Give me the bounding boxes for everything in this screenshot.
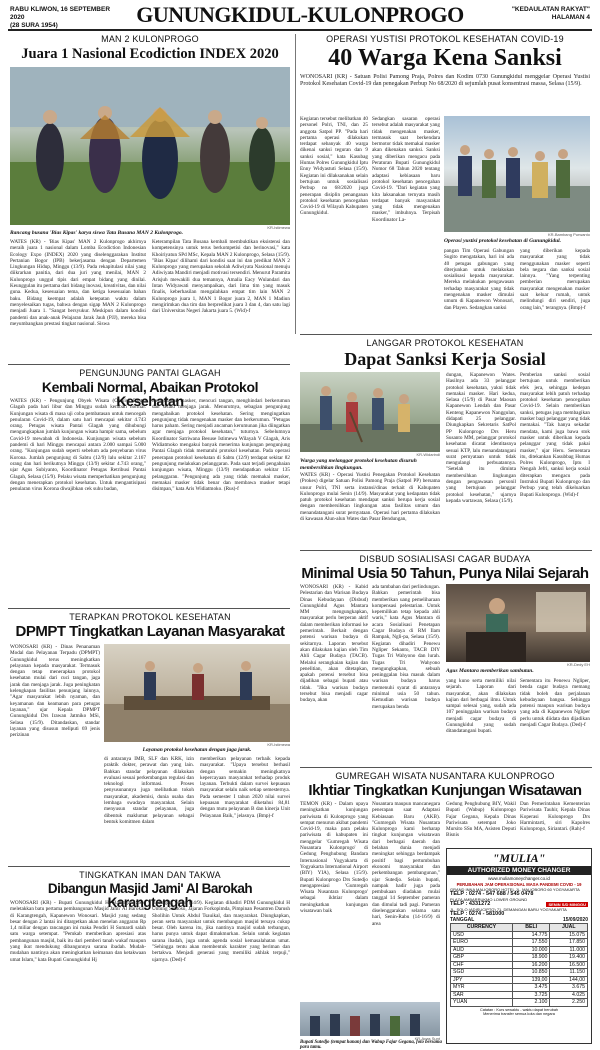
rate-sell: 15.075 xyxy=(550,931,588,939)
rate-table-row xyxy=(451,976,588,984)
rate-currency: MYR xyxy=(451,984,513,992)
rate-table-row xyxy=(451,939,588,947)
header-sell: JUAL xyxy=(550,924,588,932)
ad-date-value: 15/09/2020 xyxy=(562,917,588,923)
rate-buy: 10.850 xyxy=(512,969,550,977)
article5-photo-credit: KR-Istimewa xyxy=(267,742,290,747)
exchange-rate-table xyxy=(450,923,588,1007)
article4-column-2: dungan, Kapanewon Wates. Hasilnya ada 33 pelanggar protokol kesehatan, yakni tidak memakai masker. Hari kedua, Selasa (15/9) di Pasar Maosan Kapanewon Lendah dan Pasar Kenteng Kapanewon Nanggulan, didapati 25 pelanggar. Diungkapkan Sekretaris SatPol PP Kulonprogo Drs Heru Susanto MM, pelanggar protokol kesehatan dicatat identitasnya sesuai KTP, lalu menandatangani surat pernyataan untuk tidak mengulangi perbuatannya. "Setelah itu diminta membersihkan lingkungan dengan pengawasan personil yang bertujuan pelanggar protokol kesehatan," ujarnya kepada wartawan, Selasa (15/9). xyxy=(446,372,516,504)
rate-currency: EURO xyxy=(451,939,513,947)
article6-column-4: Sementara itu Penewu Ngliper, benda cagar budaya memang tidak boleh dan perjalanan kebudayaan bangsa. Sehingga potensi maupun warisan budaya yang ada di Kapanewon Ngliper perlu untuk diidata dan dijadikan menjadi Cagar Budaya. (Ded)-f xyxy=(520,678,590,729)
article8-column-2: Badingah, Senin (14/9). Kegiatan dihadiri PDM Gunungkidul H Untung Santoso, Jajaran Forkopimda, Pimpinan Pesantren Darush Sholihin Untuk Abdul Tsauikal, dan masyarakat. Diungkapkan, peran serta masyarakat untuk membangun masjid tersaya cukup besar. Oleh karena itu, jika nantinya masjid sudah terbangun, harus punya untuk dapat dimakmurkan. Selain untuk kegiatan sarana ibadah, juga untuk agenda sosial kemasalahatan umat. "Sehingga tentu akan membentuk karakter yang beriman dan bertakwa. Menjadi generasi yang memiliki akhlak terpuji," ujarnya. (Ded)-f xyxy=(152,900,290,963)
header-buy: BELI xyxy=(512,924,550,932)
ad-footer: Catatan : Kurs sewaktu - waktu dapat berubah xyxy=(479,1007,559,1012)
article5-column-3: memberikan pelayanan terbaik kepada masyarakat. "Upaya tersebut berhasil dengan semakin meningkatnya kepercayaan masyarakat terhadap produk layanan. Terbukti dalam survei kepuasan masyarakat selalu naik setiap semesternya. Pada semester I tahun 2020 nilai survei kepuasan masyarakat diketahui 84,81 dengan mutu pelayanan B dan kinerja Unit Pelayanan Baik," jelasnya. (Bmp)-f xyxy=(200,756,290,819)
article5-column-1: WONOSARI (KR) - Dinas Penanaman Modal dan Pelayanan Terpadu (DPMPT) Gunungkidul terus meningkatkan pelayanan kepada masyarakat. Termasuk dengan tetap menerapkan protokol kesehatan mulai dari cuci tangan, jaga jarak dan menjaga jarak. Juga peningkatan kelengkapan fasilitas penunjang lainnya, "Agar masyarakat lebih nyaman, dan keyamanan dan keamanan para petugas layanan," ujar Kepala DPMPT Gunungkidul Drs Irawan Jatmiko MSi, Selasa (15/9). Ditandaskan, standar layanan yang disusun meliputi 69 jenis perizinan xyxy=(10,644,100,739)
ad-schedule-badge: SENIN S/D MINGGU xyxy=(548,902,586,907)
article2-column-1: Kegiatan tersebut melibatkan 40 personel Polri, TNI, dan 25 anggota Satpol PP. "Pada hari pertama operasi dilakukan terdapat sebanyak 40 warga dikenai sanksi teguran dan 9 sanksi sosial," kata Kasubag Humas Polres Gunungkidul Iptu Enny Widyastuti Selasa (15/9). Kegiatan ini dilaksanakan selain bertujuan untuk sosialisasi Perbup no 68/2020 juga penerapan disiplin penanganan protokol kesehatan pencegahan Covid-19 di Wilayah Kabupaten Gunungkidul. xyxy=(300,116,368,217)
article5-photo xyxy=(104,644,290,742)
rate-table-row xyxy=(451,999,588,1007)
article4-column-1: WATES (KR) - Operasi Yustisi Penegakan Protokol Kesehatan (Prokes) digelar Satuan Polisi Pamong Praja (Satpol PP) bersama unsur Polri, TNI serta instansi/dinas terkait di Kabupaten Kulonprogo mulai Senin (14/9). Masyarakat yang kedapatan tidak patuh protokol kesehatan mendapat sanksi berupa kerja sosial dengan membersihkan lingkungan atau fasilitas umum dan menandatangani surat pernyataan. Operasi hari pertama dilakukan di kawasan Alun-alun Wates dan Pasar Bendungan, xyxy=(300,472,440,523)
article3-column-1: WATES (KR) - Pengunjung Obyek Wisata (Obwis) Pantai Glagah pada hari libur dan Minggu sudah kembali normal. Kunjungan wisata di masa uji coba pembatasan untuk mencegah penularan Covid-19, dalam satu hari mencapai sekitar 4.743 orang. Petugas wisata Pantai Glagah yang dihubungi mengungkapkan jumlah kunjungan wisata hampir sama, sebelum Covid-19 mewabah di Indonesia. Kunjungan wisata sebelum pandemi di hari Minggu mencapai antara 2.000 sampai 5.000 orang. "Kunjungan sudah seperti sebelum ada penyebaran virus Korona. Jumlah pengunjung di Sabtu (12/9) lalu sekitar 2.167 orang dan hari berikutnya Minggu (13/9) sekitar 4.743 orang," ujar Agus Subiyanto, Koordinator Petugas Retribusi Pantai Glagah, Selasa (15/9). Pelaku wisata memperhatikan pengunjung dengan menerapkan protokol kesehatan. Untuk mengantisipasi penularan virus Korona diwajibkan cek suhu badan, xyxy=(10,398,146,493)
rate-sell: 4.025 xyxy=(550,991,588,999)
ad-address-3: JL. SOLO (ADISUCIPTO) 71, DEMANGAN BARU YOGYAKARTA xyxy=(450,907,567,912)
article7-photo xyxy=(300,1002,440,1036)
article7-column-4: Dan Pemerintahan Kementerian Pariwisata Tauhir, Kepala Dinas Koperasi Kulonprogo Drs Harmintarti, siri Kapolres Kulonprogo, Siriantari. (Rah)-f xyxy=(520,801,590,833)
article2-kicker: OPERASI YUSTISI PROTOKOL KESEHATAN COVID-19 xyxy=(326,34,564,44)
article6-headline: Minimal Usia 50 Tahun, Punya Nilai Sejarah xyxy=(301,565,589,582)
article5-headline: DPMPT Tingkatkan Layanan Masyarakat xyxy=(15,623,285,640)
article7-headline: Ikhtiar Tingkatkan Kunjungan Wisatawan xyxy=(308,782,582,799)
rate-currency: CHF xyxy=(451,961,513,969)
ad-rate-table-wrapper xyxy=(447,923,591,1007)
rate-table-body xyxy=(451,931,588,1006)
section-divider xyxy=(8,866,290,867)
fashion-models-illustration xyxy=(10,67,290,225)
rate-currency: SGD xyxy=(451,969,513,977)
rate-table-row xyxy=(451,931,588,939)
masthead-title: GUNUNGKIDUL-KULONPROGO xyxy=(136,2,464,27)
section-divider xyxy=(8,364,290,365)
rate-buy: 17.550 xyxy=(512,939,550,947)
header-currency: CURRENCY xyxy=(451,924,513,932)
rate-buy: 3.475 xyxy=(512,984,550,992)
section-divider xyxy=(300,334,592,335)
ad-footer-2: Menerima transfer semua kota dan negara xyxy=(483,1011,555,1016)
article7-photo-credit: KR-Anas Sunt xyxy=(414,1036,440,1041)
article8-kicker: TINGKATKAN IMAN DAN TAKWA xyxy=(79,870,221,880)
section-divider xyxy=(300,550,592,551)
article6-column-2: ada tambahan dari perlindungan. Bahkan pemerintah bisa memberikan uang pemeliharaan kompensasi pelestarian. Untuk kepemilikan tetap kepada ahli waris," kata Agus Mantara di acara Sosialisasi Penetapan Cagar Budaya di RM Ilam Rampak, Ngli-pa, Selasa (15/9). Kegiatan dihadiri Penewu Ngliper Sekanto, TACB DIY Tugas Tri Wahyono dan lurah. Tugas Tri Wahyono mengungkapkan, sebuah peninggalan bisa masuk dalam warisan budaya harus memenuhi syarat di antaranya minimal usia 50 tahun. Kemudian warisan budaya merupakan benda xyxy=(372,584,440,710)
rate-buy: 18.900 xyxy=(512,954,550,962)
article2-caption: Operasi yustisi protokol kesehatan di Gunungkidul. xyxy=(444,238,562,244)
masthead-date-line1: RABU KLIWON, 16 SEPTEMBER 2020 xyxy=(10,6,111,21)
article2-headline: 40 Warga Kena Sanksi xyxy=(328,45,562,71)
rate-sell: 19.400 xyxy=(550,954,588,962)
rate-buy: 14.775 xyxy=(512,931,550,939)
ad-date-label: TANGGAL xyxy=(450,917,475,923)
article3-column-2: mengenakan masker, mencuci tangan, menghindari berkerumun dan selalu menjaga jarak. Menurutnya, sebagian pengunjung mengabaikan protokol kesehatan. Sering mengingatkan pengunjung tidak mengenakan masker dan berkerumun. "Petugas harus paham. Sering menjadi ancaman kerumunan jika diingatkan agar menjaga protokol kesehatan," tuturnya. Sebelumnya Koordinator Satriwana Besuse Istimewa Wilayah V Glagah, Aris Widiatmoko mengakui banyak menerima kunjungan pengunjung Pantai Glagah tidak mematuhi protokol kesehatan. Pada operasi penerapan protokol kesehatan di Sabtu (12/9) terdapat sekitar 82 pengunjung melakukan pelanggaran. Pada saat terjadi pengabaian kunjungan wisata, Minggu (13/9) mendapatkan sekitar 135 pelanggaran. "Pengunjung ada yang tidak memakai masker, memakai masker tidak benar dan membawa masker tetapi disimpan," kata Aris Widiatmoko. (Rus)-f xyxy=(152,398,290,493)
article8-column-1: WONOSARI (KR) - Bupati Gunungkidul Hj Badingah SSos meletakkan batu pertama pembangunan Masjid Jami' Al Barokah di Karangtengah, Kapanewon Wonosari. Masjid yang sedang besar dengan 2 lantai ini ditargetkan akan menelan anggaran Rp 1,4 miliar dengan rancangan ini maka Pendiri H Sumardi salah satu warga setempat. "Pemkab memberikan apresiasi atas pembangunan masjid, baik itu dari pemberi tanah wakaf maupun yang ikut mendukung dibangunnya sarana ibadah. Mudah-mudahan nantinya akan meningkatkan keimanan dan ketakwaan umat Islam," kata Bupati Gunungkidul Hj xyxy=(10,900,146,963)
article4-caption: Warga yang melanggar protokol kesehatan disuruh membersihkan lingkungan. xyxy=(300,458,417,471)
ad-banner: AUTHORIZED MONEY CHANGER xyxy=(447,866,591,875)
article2-column-3: pangan Tim Operasi Gabungan Sugito mengatakan, hari ini ada 40 petugas gabungan yang diterjunkan untuk melakukan sosialisasi kepada masyarakat. Mereka melakukan pengawasan terhadap masyarakat yang tidak mengenakan masker dimulai umum di Kapanewon Wonosari, dan Playen. Sedangkan sanksi xyxy=(444,248,514,311)
rate-table-row xyxy=(451,946,588,954)
article6-caption: Agus Mantara memberikan sambutan. xyxy=(446,668,534,674)
article7-column-1: TEMON (KR) - Dalam upaya meningkatkan kunjungan pariwisata di Kulonprogo yang sempat menurun akibat pandemi Covid-19, maka para pelaku pariwisata di kabupaten ini menggelar 'Gumregah Wisata Nusantara Kulonprogo' di Gedung Penghubung Bandara Internasional Yogyakarta di Yogyakarta International Airport (BIY) YIA), Selasa (15/9). Bupati Kulonprogo Drs Sutedjo mengapresiasi 'Gumregah Wisata Nusantara Kulonprogo' sebagai ikhtiar dalam meningkatkan kunjungan wisatawan baik xyxy=(300,801,368,915)
ad-phone-1: TELP : 0274 - 547 688 / 545 0478 xyxy=(450,891,534,897)
article6-column-3: yang kuno serta memiliki nilai sejarah. Laporan dari masyarakat, akan dilakukan kajian dari berbagai ilmu. Untuk sampai selesai yang, sudah ada 107 peninggalan warisan budaya menjadi cagar budaya di Gunungkidul yang sudah ditandatangani bupati. xyxy=(446,678,516,735)
rate-buy: 10.000 xyxy=(512,946,550,954)
rate-sell: 11.150 xyxy=(550,969,588,977)
article1-caption: Rancang busana 'Bias Kipas' karya siswa Tata Busana MAN 2 Kulonprogo. xyxy=(10,230,183,236)
article3-kicker: PENGUNJUNG PANTAI GLAGAH xyxy=(79,368,221,378)
group-photo-illustration xyxy=(300,1002,440,1036)
rate-table-row xyxy=(451,961,588,969)
rate-table-row xyxy=(451,969,588,977)
ad-address-1: GRAND INNA MALIOBORO HOTEL JL. MALIOBORO 60 YOGYAKARTA xyxy=(450,887,580,892)
rate-table-row xyxy=(451,991,588,999)
rate-currency: JPY xyxy=(451,976,513,984)
rate-buy: 2.100 xyxy=(512,999,550,1007)
ad-phone-3: TELP : 0274 - 581000 xyxy=(450,911,505,917)
article4-headline: Dapat Sanksi Kerja Sosial xyxy=(344,349,546,369)
article7-caption: Bupati Sutedjo (tempat hanan) dan Wabup Fajar Gegana, foto bersama para tamu. xyxy=(300,1040,442,1050)
ad-hours-note: PERUBAHAN JAM OPERASIONAL MASA PANDEMI COVID - 19 xyxy=(456,882,582,887)
rate-buy: 16.200 xyxy=(512,961,550,969)
rate-sell: 144,00 xyxy=(550,976,588,984)
ad-website: www.muliamoneychanger.co.id xyxy=(488,876,550,881)
ad-logo: "MULIA" xyxy=(492,851,546,865)
article2-column-4: yang diberikan kepada masyarakat yang tidak menggunakan masker seperti bela negara dan sanksi sosial lainnya. "Yang terpenting pemberian merupakan masyarakat mengenakan masker saat keluar rumah, untuk melindungi diri sendiri, juga orang lain," terangnya. (Bmp)-f xyxy=(520,248,590,311)
article7-kicker: GUMREGAH WISATA NUSANTARA KULONPROGO xyxy=(335,771,555,781)
rate-buy: 3.725 xyxy=(512,991,550,999)
masthead-page-number: HALAMAN 4 xyxy=(551,14,590,21)
article6-photo xyxy=(446,584,590,662)
article1-column-1: WATES (KR) - 'Bias Kipas' MAN 2 Kulonprogo akhirnya meraih juara 1 nasional dalam Lomba Ecodiction Indonesian Ecology Expo (INDEX) 2020 yang diselenggarakan Institut Pertanian Bogor (IPB) bekerjasama dengan Departemen Lingkungan Hidup, Minggu (13/9). Pada rekapitulasi nilai yang diikrarkan panitia, dari dua juri yang menilai, MAN 2 Kulonprogo unggul tipis dari empat bidang yang dinilai. Keunggulan itu pertama dari bidang inovasi, kreativitas, dan nilai guna. Kedua, kesesuaian tema, dan ketiga kesesuaian bahan baku. Bidang keempat adalah ketepatan waktu dalam menyelesaikan tugas, bahwa dengan sigap MAN 2 Kulonprogo menjadi Juara 1. "Sangat bersyukur. Meskipun dalam kondisi pandemi dan anak-anak Pelajaran Jarak Jauh (PJJ), mereka bisa meyumbangkan prestasi tingkat nasional. Siswa xyxy=(10,239,146,327)
rate-sell: 3.675 xyxy=(550,984,588,992)
article5-kicker: TERAPKAN PROTOKOL KESEHATAN xyxy=(69,612,231,622)
column-divider xyxy=(295,34,296,334)
rate-sell: 17.850 xyxy=(550,939,588,947)
speaker-illustration xyxy=(446,584,590,662)
article4-kicker: LANGGAR PROTOKOL KESEHATAN xyxy=(366,338,524,348)
article5-column-2: di antaranya IMB, SLF dan KRK, izin praktik dokter, perawat dan yang lain. Bahkan standar pelayanan dilakukan evaluasi sesuai perkembangan regulasi dan teknologi informasi. Proses penyusunannya juga melibatkan tokoh masyarakat, akademisi, dunia usaha dan lembaga swadaya masyarakat. Selain menyusun standar pelayanan, juga dibentuk maklumat pelayanan sebagai bentuk komitmen dalam xyxy=(104,756,194,825)
ad-address-2: PLAZA AMBARRUKMO LOWER GROUND xyxy=(450,897,528,902)
rate-table-row xyxy=(451,954,588,962)
officers-operation-illustration xyxy=(444,116,590,232)
masthead-slogan-text: "KEDAULATAN RAKYAT" xyxy=(511,6,590,13)
article1-kicker: MAN 2 KULONPROGO xyxy=(101,34,199,44)
rate-currency: SAR xyxy=(451,991,513,999)
ad-locations xyxy=(447,887,591,917)
section-divider xyxy=(300,767,592,768)
rate-sell: 11.000 xyxy=(550,946,588,954)
money-changer-ad xyxy=(446,848,592,1044)
ad-phone-2: TELP : 4331272 xyxy=(450,901,491,907)
article6-photo-credit: KR-Dedy EH xyxy=(567,662,590,667)
article1-photo-credit: KR-Istimewa xyxy=(267,225,290,230)
article7-column-2: Nusantara maupun mancanegara penerapan saat Adaptasi Kebiasaan Baru (AKB). "Gumregah Wisata Nusantara Kulonprogo kami berharap tingkat kunjungan wisatawan dari berbagai daerah dan belahan dunia menjadi meningkat sehingga berdampak positif bagi pertumbuhan ekonomi masyarakat dan perkembangan pembangunan," ujar Sutedjo. Selain bupati, nampak hadir juga pada pembukaan diadakan mulai tanggal 14 September pameran dan dimulai tadi pagi. Pameran diselenggarakan selama satu hari, Senin-Rabu (14-16/9) di area xyxy=(372,801,440,927)
article4-photo-credit: KR-Widarindi xyxy=(416,452,440,457)
article8-headline: Dibangun Masjid Jami' Al Barokah Karangtengah xyxy=(47,881,253,910)
rate-buy: 139,00 xyxy=(512,976,550,984)
rate-currency: AUD xyxy=(451,946,513,954)
rate-table-row xyxy=(451,984,588,992)
rate-sell: 16.500 xyxy=(550,961,588,969)
article2-photo-credit: KR-Bambang Purwanto xyxy=(547,232,590,237)
masthead-date xyxy=(10,6,120,30)
community-service-illustration xyxy=(300,372,440,452)
article1-column-2: Keterampilan Tata Busana kembali membuktikan eksistensi dan kompetensinya untuk terus berkompetisi dan berinovasi," kata Khoiriyatun SPd MSc, Kepala MAN 2 Kulonprogo, Selasa (15/9). "Bias Kipas' dilihami dari kondisi saat ini dan predikat MAN 2 Kulonprogo yang merupakan sekolah Adiwiyata Nasional menuju Adiwiyata Mandiri menjadi motivasi tersendiri. Menurut Paramita Arisjuh mewakili dua temannya, Amalia Eacy Wulandari dan Intan Widyawati menyampaikan, dari lima tim yang masuk finalis, keberhasilan mengalahkan empat tim lain MAN 2 Kulonprogo juara 1, MAN 1 Bogor juara 2, MAN 1 Madiun mengirimkan dua tim dan berpredikat juara 3 dan 4, dan satu lagi dari Universitas Negeri Jakarta juara 5. (Wid)-f xyxy=(152,239,290,315)
article2-photo xyxy=(444,116,590,232)
masthead-rule xyxy=(8,29,592,31)
masthead-date-line2: (28 SURA 1954) xyxy=(10,22,58,29)
article6-column-1: WONOSARI (KR) - Kabid Pelestarian dan Warisan Budaya Dinas Kebudayaan (Disbud) Gunungkidul Agus Mantara MM mengungkapkan, masyarakat perlu berperan aktif dalam memberikan informasi ke pemerintah. Berkait dengan potensi warisan budaya di sekitarnya. Laporan tersebut akan dilakukan kajian oleh Tim Ahli Cagar Budaya (TACB). Melalui serangkaian kajian dan penelitian, akan ditetapkan, apakah potensi tersebut bisa dijadikan sebagai bupati atau tidak. "Jika warisan budaya tersebut bisa menjadi cagar budaya, akan xyxy=(300,584,368,704)
rate-currency: GBP xyxy=(451,954,513,962)
article7-column-3: Gedung Penghubung BIY, Wakil Bupati (Wabup) Kulonprogo Fajar Gegana, Kepala Dinas Pariwisata setempat Joko Mursito SSn MA, Asisten Deputi Bisnis xyxy=(446,801,516,839)
service-counter-illustration xyxy=(104,644,290,742)
article4-column-3: Pemberian sanksi sosial bertujuan untuk memberikan efek jera, sehingga kedepan masyarakat lebih patuh terhadap protokol kesehatan pencegahan Covid-19. Selain memberikan sanksi, petugas juga membagikan masker bagi pelanggar yang tidak memakai. "Tak hanya sekadar mendata, kami juga bawa stok masker untuk diberikan kepada pelanggar yang tidak pakai masker," ujar Heru. Sementara itu, ditekankan Kasubbag Humas Polres Kulonprogo, Iptu I Nengah Jefri, sanksi kerja sosial diterapkan mengacu pada Instruksi Bupati Kulonprogo dan Perbup yang telah dikeluarkan Bupati Kulonprogo. (Wid)-f xyxy=(520,372,590,498)
article6-kicker: DISBUD SOSIALISASI CAGAR BUDAYA xyxy=(359,554,531,564)
rate-currency: YUAN xyxy=(451,999,513,1007)
article5-caption: Layanan protokol kesehatan dengan jaga jarak. xyxy=(142,747,252,753)
masthead-slogan xyxy=(480,6,590,22)
article2-column-2: Sedangkan sasaran operasi tersebut adalah masyarakat yang tidak mengenakan masker, termasuk saat berkendara bermotor tidak memakai masker akan dikenakan sanksi. Sanksi yang diberikan mengacu pada Peraturan Bupati Gunungkidul Nomor 68 Tahun 2020 tentang adaptasi kebiasaan baru protokol kesehatan pencegahan Covid-19. "Dari kegiatan yang kita laksanakan ternyata masih terdapat banyak masyarakat yang tidak mengenakan masker," imbuhnya. Terpisah Koordinator La- xyxy=(372,116,440,223)
article1-photo xyxy=(10,67,290,225)
article3-headline: Kembali Normal, Abaikan Protokol Kesehatan xyxy=(41,379,259,409)
article4-photo xyxy=(300,372,440,452)
rate-table-header xyxy=(451,924,588,932)
rate-currency: USD xyxy=(451,931,513,939)
article2-lead: WONOSARI (KR) - Satuan Polisi Pamong Praja, Polres dan Kodim 0730 Gunungkidul menggelar Operasi Yustisi Protokol Kesehatan Covid-19 dan penegakan Perbup No 68/2020 di sejumlah pusat konsentrasi massa, Selasa (15/9). xyxy=(300,74,590,88)
section-divider xyxy=(8,608,290,609)
rate-sell: 2.250 xyxy=(550,999,588,1007)
article1-headline: Juara 1 Nasional Ecodiction INDEX 2020 xyxy=(21,46,279,62)
